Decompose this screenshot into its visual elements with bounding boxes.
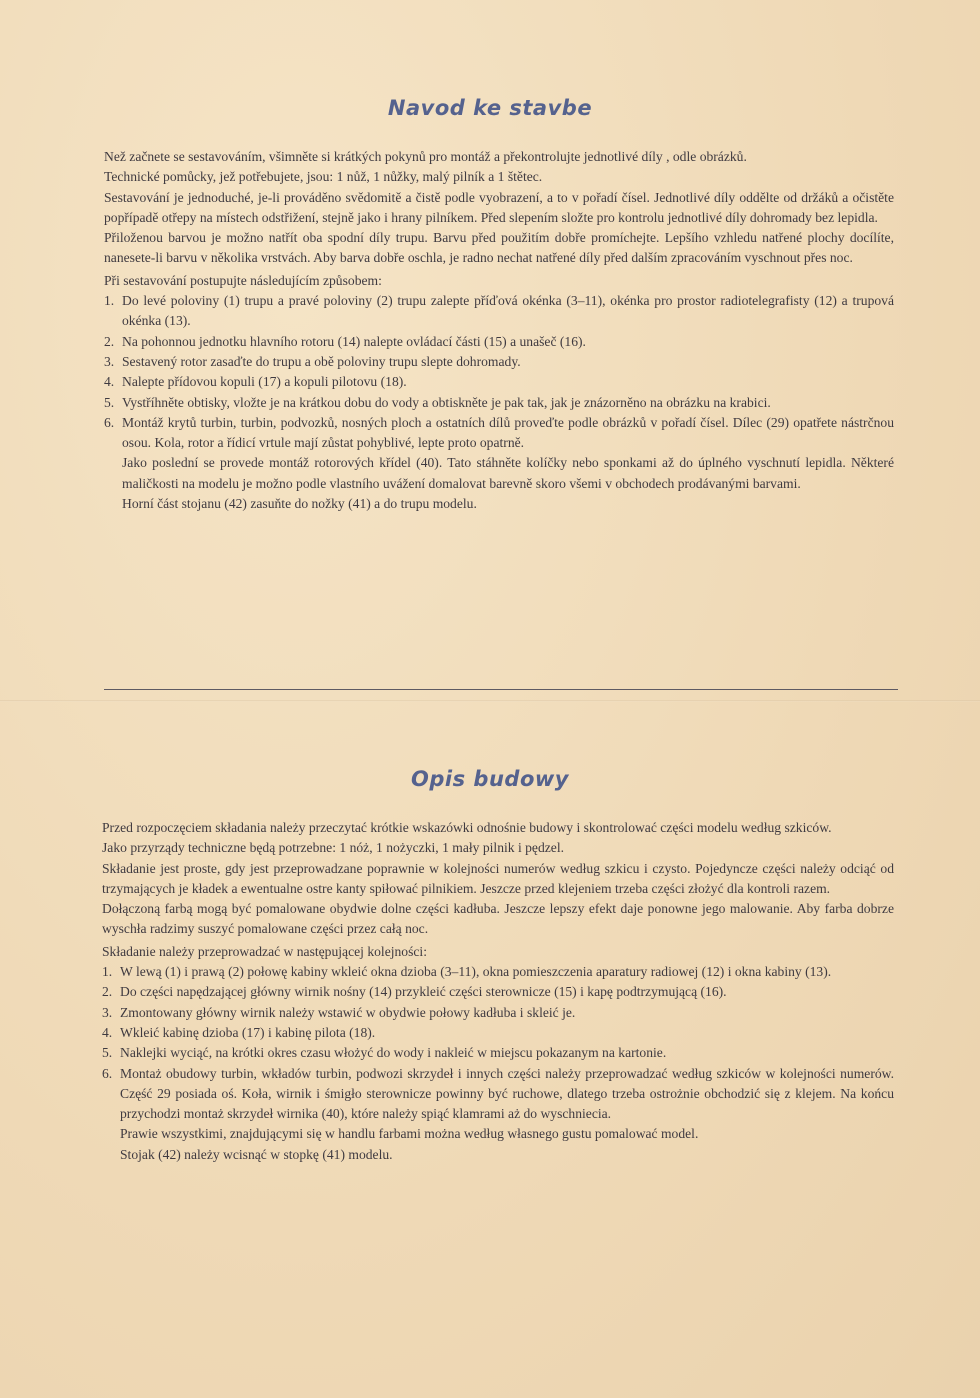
page-fold: [0, 700, 980, 702]
polish-steps: [102, 962, 894, 1124]
step-number: 3.: [104, 353, 115, 369]
step-number: 2.: [102, 984, 113, 1000]
step-number: 2.: [104, 333, 115, 349]
polish-step: [102, 1064, 894, 1125]
czech-step: [104, 372, 894, 392]
polish-step: [102, 1003, 894, 1023]
czech-list-intro: Při sestavování postupujte následujícím způsobem:: [104, 272, 382, 288]
polish-continuation-2: Stojak (42) należy wcisnąć w stopkę (41) modelu.: [120, 1146, 393, 1162]
step-number: 5.: [104, 394, 115, 410]
czech-step: [104, 352, 894, 372]
czech-section: [104, 147, 894, 514]
czech-title: Navod ke stavbe: [387, 96, 593, 120]
step-text: Do części napędzającej główny wirnik nośny (14) przykleić części sterownicze (15) i kapę podtrzymującą (16).: [120, 984, 727, 1000]
step-text: Montáž krytů turbin, turbin, podvozků, nosných ploch a ostatních dílů proveďte podle obrázků v pořadí čísel. Dílec (29) opatřete nástrčnou osou. Kola, rotor a řídicí vrtule mají zůstat pohyblivé, lepte proto opatrně.: [122, 414, 894, 451]
polish-step: [102, 1023, 894, 1043]
czech-step: [104, 413, 894, 454]
polish-step: [102, 982, 894, 1002]
step-text: Zmontowany główny wirnik należy wstawić w obydwie połowy kadłuba i skleić je.: [120, 1004, 576, 1020]
step-text: Do levé poloviny (1) trupu a pravé poloviny (2) trupu zalepte příďová okénka (3–11), okénka pro prostor radiotelegrafisty (12) a trupová okénka (13).: [122, 293, 894, 329]
step-number: 6.: [104, 414, 115, 430]
czech-step: [104, 332, 894, 352]
czech-intro-4: Přiloženou barvou je možno natřít oba spodní díly trupu. Barvu před použitím dobře promíchejte. Lepšího vzhledu natřené plochy docílíte, nanesete-li barvu v několika vrstvách. Aby barva dobře oschla, je radno nechat natřené díly před dalším zpracováním vyschnout přes noc.: [104, 230, 894, 266]
polish-intro-3: Składanie jest proste, gdy jest przeprowadzane poprawnie w kolejności numerów według szkicu i czysto. Pojedyncze części należy odciąć od trzymających je kładek a ewentualne ostre kanty spiłować pilnikiem. Jeszcze przed klejeniem trzeba części złożyć dla kontroli razem.: [102, 860, 894, 896]
czech-step: [104, 393, 894, 413]
polish-list-intro: Składanie należy przeprowadzać w następującej kolejności:: [102, 943, 427, 959]
step-text: Wkleić kabinę dzioba (17) i kabinę pilota (18).: [120, 1024, 376, 1040]
step-text: Sestavený rotor zasaďte do trupu a obě poloviny trupu slepte dohromady.: [122, 353, 521, 369]
step-number: 6.: [102, 1065, 113, 1081]
czech-steps: [104, 291, 894, 453]
czech-intro-2: Technické pomůcky, jež potřebujete, jsou: 1 nůž, 1 nůžky, malý pilník a 1 štětec.: [104, 169, 543, 185]
polish-intro-1: Przed rozpoczęciem składania należy przeczytać krótkie wskazówki odnośnie budowy i skontrolować części modelu według szkiców.: [102, 820, 832, 835]
czech-intro-1: Než začnete se sestavováním, všimněte si krátkých pokynů pro montáž a překontrolujte jednotlivé díly , odle obrázků.: [104, 149, 747, 164]
section-divider: [104, 689, 898, 690]
step-text: W lewą (1) i prawą (2) połowę kabiny wkleić okna dzioba (3–11), okna pomieszczenia aparatury radiowej (12) i okna kabiny (13).: [120, 964, 832, 980]
step-number: 5.: [102, 1045, 113, 1061]
step-number: 1.: [104, 293, 115, 309]
step-number: 4.: [102, 1024, 113, 1040]
polish-continuation-1: Prawie wszystkimi, znajdującymi się w handlu farbami można według własnego gustu pomalować model.: [120, 1126, 699, 1142]
polish-title: Opis budowy: [411, 767, 569, 791]
step-number: 3.: [102, 1004, 113, 1020]
step-text: Vystříhněte obtisky, vložte je na krátkou dobu do vody a obtiskněte je pak tak, jak je znázorněno na obrázku na krabici.: [122, 394, 771, 410]
czech-continuation-1: Jako poslední se provede montáž rotorových křídel (40). Tato stáhněte kolíčky nebo sponkami až do úplného vyschnutí lepidla. Některé maličkosti na modelu je možno podle vlastního uvážení domalovat barevně skoro všemi v obchodech prodávanými barvami.: [122, 455, 894, 491]
step-text: Montaż obudowy turbin, wkładów turbin, podwozi skrzydeł i innych części należy przeprowadzać według szkiców w kolejności numerów. Część 29 posiada oś. Koła, wirnik i śmigło sterownicze powinny być ruchowe, dlatego trzeba ostrożnie obchodzić się z klejem. Na końcu przychodzi montaż skrzydeł wirnika (40), które należy spiąć klamrami aż do wyschniecia.: [120, 1065, 894, 1122]
polish-step: [102, 1043, 894, 1063]
step-text: Naklejki wyciąć, na krótki okres czasu włożyć do wody i nakleić w miejscu pokazanym na kartonie.: [120, 1045, 667, 1061]
step-text: Na pohonnou jednotku hlavního rotoru (14) nalepte ovládací části (15) a unašeč (16).: [122, 333, 586, 349]
czech-step: [104, 291, 894, 332]
step-number: 1.: [102, 964, 113, 980]
czech-intro-3: Sestavování je jednoduché, je-li prováděno svědomitě a čistě podle vyobrazení, a to v pořadí čísel. Jednotlivé díly oddělte od držáků a očistěte popřípadě otřepy na místech odstřižení, stejně jako i hrany pilníkem. Před slepením složte pro kontrolu jednotlivé díly dohromady bez lepidla.: [104, 189, 894, 225]
step-number: 4.: [104, 374, 115, 390]
polish-section: [102, 818, 894, 1165]
czech-continuation-2: Horní část stojanu (42) zasuňte do nožky (41) a do trupu modelu.: [122, 496, 477, 512]
polish-intro-2: Jako przyrządy techniczne będą potrzebne: 1 nóż, 1 nożyczki, 1 mały pilnik i pędzel.: [102, 840, 565, 856]
polish-intro-4: Dołączoną farbą mogą być pomalowane obydwie dolne części kadłuba. Jeszcze lepszy efekt daje ponowne jego malowanie. Aby farba dobrze wyschła radzimy suszyć pomalowane części przez całą noc.: [102, 901, 894, 937]
polish-step: [102, 962, 894, 982]
step-text: Nalepte přídovou kopuli (17) a kopuli pilotovu (18).: [122, 374, 407, 390]
